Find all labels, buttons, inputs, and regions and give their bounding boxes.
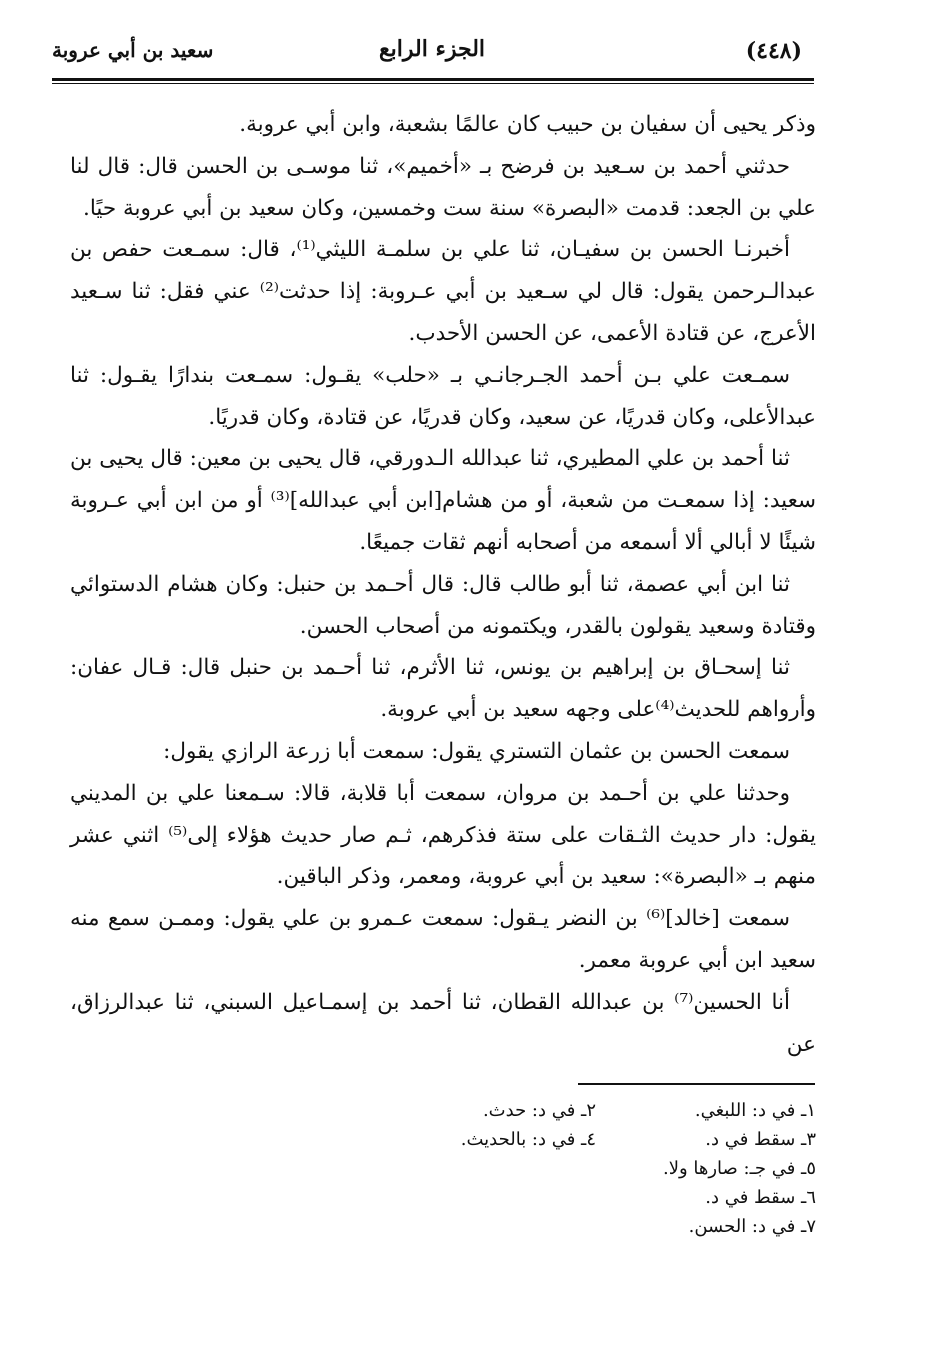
footnote-row: [300, 1125, 816, 1154]
paragraph: وذكر يحيى أن سفيان بن حبيب كان عالمًا بشعبة، وابن أبي عروبة.: [239, 112, 816, 137]
footnote: ٧ـ في د: الحسن.: [688, 1216, 816, 1237]
part-title: الجزء الرابع: [378, 36, 486, 62]
footnote-row: [300, 1212, 816, 1241]
footnote-separator: [578, 1083, 815, 1085]
paragraph: ثنا ابن أبي عصمة، ثنا أبو طالب قال: قال أحـمد بن حنبل: وكان هشام الدستوائي وقتادة وسعيد يقولون بالقدر، ويكتمونه من أصحاب الحسن.: [70, 571, 816, 639]
paragraph: أخبرنـا الحسن بن سفيـان، ثنا علي بن سلمـة الليثي⁽¹⁾، قال: سمـعت حفص بن عبدالـرحمن يقول: قال لي سـعيد بن أبي عـروبة: إذا حدثت⁽²⁾ عني فقل: ثنا سـعيد الأعرج، عن قتادة الأعمى، عن الحسن الأحدب.: [70, 237, 817, 346]
footnote-row: [300, 1096, 816, 1125]
running-header: [52, 30, 812, 72]
footnote: ٢ـ في د: حدث.: [482, 1100, 596, 1121]
footnote-row: [300, 1183, 816, 1212]
paragraph: سمـعت علي بـن أحمد الجـرجانـي بـ «حلب» يقـول: سمـعت بندارًا يقـول: ثنا عبدالأعلى، وكان قدريًا، عن سعيد، وكان قدريًا، عن قتادة، وكان قدريًا.: [70, 362, 816, 430]
main-text: [70, 104, 816, 1065]
paragraph: ثنا أحمد بن علي المطيري، ثنا عبدالله الـدورقي، قال يحيى بن معين: قال يحيى بن سعيد: إذا سمعـت من شعبة، أو من هشام[ابن أبي عبدالله]⁽³⁾ أو من ابن أبي عـروبة شيئًا لا أبالي ألا أسمعه من أصحابه أنهم ثقات جميعًا.: [70, 446, 817, 555]
running-title: سعيد بن أبي عروبة: [52, 38, 214, 62]
footnote: ٥ـ في جـ: صارها ولا.: [662, 1158, 816, 1179]
paragraph: أنا الحسين⁽⁷⁾ بن عبدالله القطان، ثنا أحمد بن إسمـاعيل السبني، ثنا عبدالرزاق، عن: [70, 989, 816, 1057]
paragraph: ثنا إسحـاق بن إبراهيم بن يونس، ثنا الأثرم، ثنا أحـمد بن حنبل قال: قـال عفان: وأرواهم للحديث⁽⁴⁾على وجهه سعيد بن أبي عروبة.: [70, 655, 816, 723]
footnote: ١ـ في د: اللبغي.: [694, 1100, 816, 1121]
page-number: (٤٤٨): [745, 38, 802, 64]
footnote-row: [300, 1154, 816, 1183]
header-rule-thin: [52, 83, 814, 84]
paragraph: وحدثنا علي بن أحـمد بن مروان، سمعت أبا قلابة، قالا: سـمعنا علي بن المديني يقول: دار حديث الثـقات على ستة فذكرهم، ثـم صار حديث هؤلاء إلى⁽⁵⁾ اثني عشر منهم بـ «البصرة»: سعيد بن أبي عروبة، ومعمر، وذكر الباقين.: [70, 780, 817, 890]
paragraph: سمعت [خالد]⁽⁶⁾ بن النضر يـقول: سمعت عـمرو بن علي يقول: وممـن سمع منه سعيد ابن أبي عروبة معمر.: [70, 906, 816, 973]
footnotes: [300, 1096, 816, 1241]
paragraph: حدثني أحمد بن سـعيد بن فرضح بـ «أخميم»، ثنا موسـى بن الحسن قال: قال لنا علي بن الجعد: قدمت «البصرة» سنة ست وخمسين، وكان سعيد بن أبي عروبة حيًا.: [70, 153, 816, 221]
paragraph: سمعت الحسن بن عثمان التستري يقول: سمعت أبا زرعة الرازي يقول:: [163, 738, 790, 764]
footnote: ٦ـ سقط في د.: [705, 1187, 816, 1208]
footnote: ٣ـ سقط في د.: [705, 1129, 816, 1150]
header-rule: [52, 78, 814, 81]
footnote: ٤ـ في د: بالحديث.: [460, 1129, 596, 1150]
